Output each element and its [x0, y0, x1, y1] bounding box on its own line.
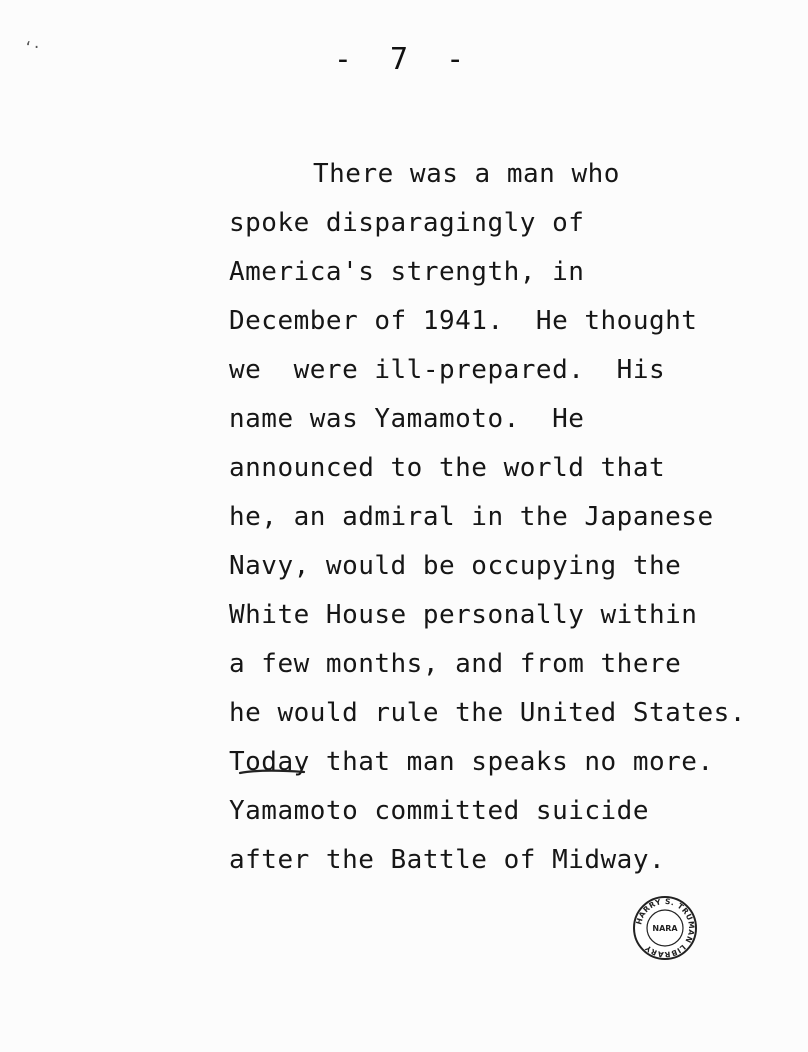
- svg-text:HARRY S. TRUMAN LIBRARY: HARRY S. TRUMAN LIBRARY: [634, 896, 697, 960]
- page-number: - 7 -: [333, 42, 475, 77]
- text-line: There was a man who: [313, 159, 620, 189]
- text-line: announced to the world that: [229, 453, 666, 483]
- text-line: White House personally within: [229, 600, 698, 630]
- text-line: a few months, and from there: [229, 649, 682, 679]
- text-line: spoke disparagingly of: [229, 208, 585, 238]
- svg-text:NARA: NARA: [652, 924, 678, 933]
- text-line: after the Battle of Midway.: [229, 845, 666, 875]
- text-line: name was Yamamoto. He: [229, 404, 585, 434]
- library-stamp: [632, 895, 698, 961]
- body-paragraph: [229, 155, 789, 890]
- text-line: we were ill-prepared. His: [229, 355, 666, 385]
- stray-ink-mark: ‘·: [24, 40, 41, 56]
- text-line: he, an admiral in the Japanese: [229, 502, 714, 532]
- text-line: December of 1941. He thought: [229, 306, 698, 336]
- text-line: Today that man speaks no more.: [229, 747, 714, 777]
- text-line: Navy, would be occupying the: [229, 551, 682, 581]
- text-line: Yamamoto committed suicide: [229, 796, 649, 826]
- text-line: America's strength, in: [229, 257, 585, 287]
- text-line: he would rule the United States.: [229, 698, 746, 728]
- handwritten-underline: [238, 769, 306, 775]
